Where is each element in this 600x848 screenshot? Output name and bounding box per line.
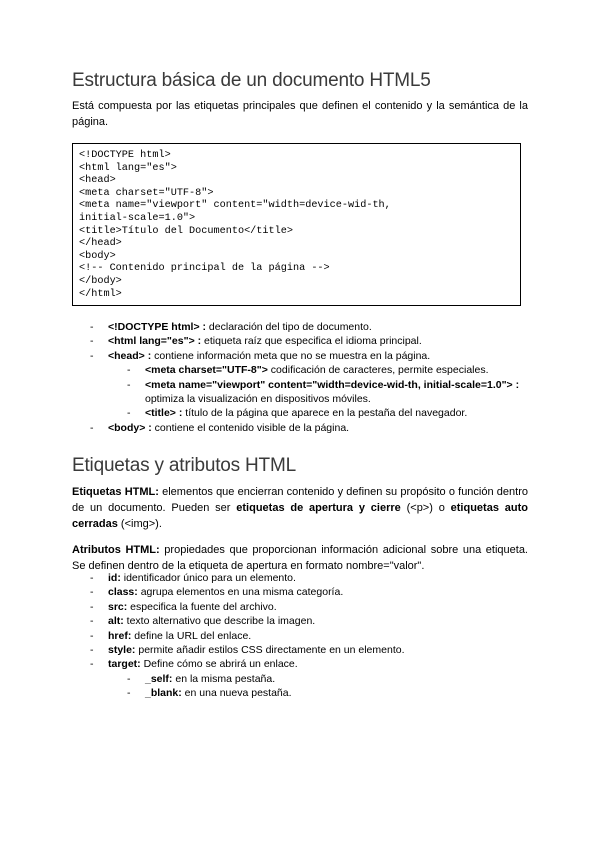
section-title-structure: Estructura básica de un documento HTML5 <box>72 70 431 91</box>
code-block: <!DOCTYPE html> <html lang="es"> <head> <meta charset="UTF-8"> <meta name="viewport" content="width=device-wid-th, initial-scale=1.0"> <title>Título del Documento</title> </head> <body> <!-- Contenido principal de la página --> </body> </html> <box>72 143 521 306</box>
list-item: - href: define la URL del enlace. <box>108 629 538 643</box>
tags-paragraph: Etiquetas HTML: elementos que encierran contenido y definen su propósito o función dentro de un documento. Pueden ser etiquetas de apertura y cierre (<p>) o etiquetas auto cerradas (<img>). <box>72 486 528 530</box>
list-item: - <title> : título de la página que aparece en la pestaña del navegador. <box>145 406 538 420</box>
list-item: - id: identificador único para un elemento. <box>108 571 538 585</box>
list-item: - style: permite añadir estilos CSS directamente en un elemento. <box>108 643 538 657</box>
section-title-tags: Etiquetas y atributos HTML <box>72 455 296 476</box>
list-item: - class: agrupa elementos en una misma categoría. <box>108 585 538 599</box>
target-sublist <box>108 672 538 701</box>
attributes-list <box>108 571 538 701</box>
list-item: - <meta name="viewport" content="width=device-wid-th, initial-scale=1.0"> : optimiza la visualización en dispositivos móviles. <box>145 378 538 407</box>
list-item: - <head> : contiene información meta que no se muestra en la página. - <meta charset="UTF-8"> codificación de caracteres, permite especiales. - <meta name="viewport" content="width=device-wid-th, initial-scale=1.0"> : optimiza la visualización en dispositivos móviles. - <title> : título de la página que aparece en la pestaña del navegador. <box>108 349 538 421</box>
list-item: - <!DOCTYPE html> : declaración del tipo de documento. <box>108 320 538 334</box>
list-item: - <html lang="es"> : etiqueta raíz que especifica el idioma principal. <box>108 334 538 348</box>
structure-intro: Está compuesta por las etiquetas principales que definen el contenido y la semántica de la página. <box>72 100 528 128</box>
list-item: - _self: en la misma pestaña. <box>145 672 538 686</box>
structure-list <box>108 320 538 435</box>
list-item: - <body> : contiene el contenido visible de la página. <box>108 421 538 435</box>
list-item: - target: Define cómo se abrirá un enlace. - _self: en la misma pestaña. - _blank: en una nueva pestaña. <box>108 657 538 700</box>
list-item: - <meta charset="UTF-8"> codificación de caracteres, permite especiales. <box>145 363 538 377</box>
head-sublist <box>108 363 538 421</box>
attributes-paragraph: Atributos HTML: propiedades que proporcionan información adicional sobre una etiqueta. Se definen dentro de la etiqueta de apertura en formato nombre="valor". <box>72 544 528 572</box>
list-item: - alt: texto alternativo que describe la imagen. <box>108 614 538 628</box>
list-item: - _blank: en una nueva pestaña. <box>145 686 538 700</box>
list-item: - src: especifica la fuente del archivo. <box>108 600 538 614</box>
